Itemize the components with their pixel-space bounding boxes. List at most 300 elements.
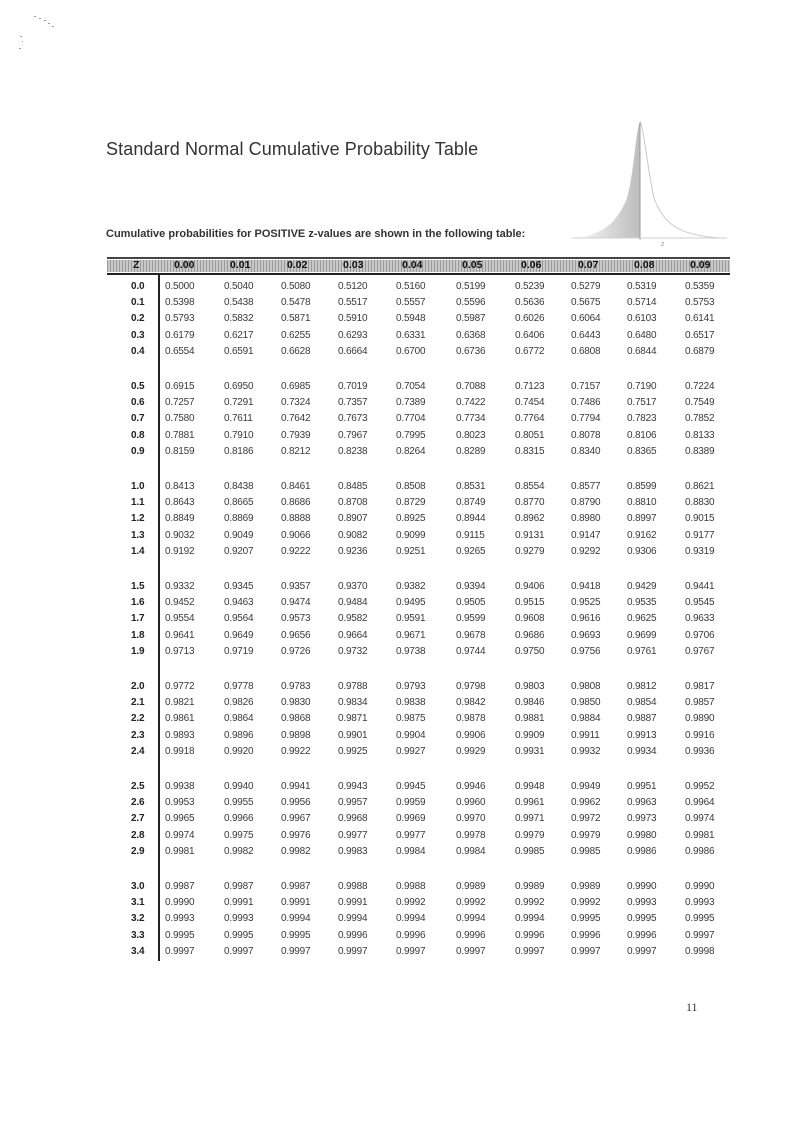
page-number: 11 [686, 1000, 698, 1014]
probability-cell: 0.5120 [338, 281, 368, 292]
probability-cell: 0.9332 [165, 581, 195, 592]
probability-cell: 0.7517 [627, 397, 657, 409]
table-row [107, 497, 730, 511]
probability-cell: 0.9981 [685, 829, 715, 841]
probability-cell: 0.9989 [456, 881, 486, 892]
probability-cell: 0.9535 [627, 597, 657, 609]
probability-cell: 0.9817 [685, 681, 715, 692]
probability-cell: 0.9991 [281, 897, 311, 909]
table-row [107, 713, 730, 727]
table-row [107, 613, 730, 627]
probability-cell: 0.9495 [396, 597, 426, 609]
probability-cell: 0.9864 [224, 713, 254, 725]
probability-cell: 0.9830 [281, 697, 311, 709]
probability-cell: 0.9985 [515, 845, 545, 857]
probability-cell: 0.8790 [571, 497, 601, 509]
probability-cell: 0.9887 [627, 713, 657, 725]
probability-cell: 0.6103 [627, 313, 657, 325]
probability-cell: 0.9968 [338, 813, 368, 825]
probability-cell: 0.9032 [165, 529, 195, 541]
probability-cell: 0.9265 [456, 545, 486, 557]
probability-cell: 0.9192 [165, 545, 195, 557]
probability-cell: 0.9599 [456, 613, 486, 625]
probability-cell: 0.9943 [338, 781, 368, 792]
table-row [107, 413, 730, 427]
probability-cell: 0.9963 [627, 797, 657, 809]
probability-cell: 0.6808 [571, 345, 601, 357]
probability-cell: 0.8264 [396, 445, 426, 457]
z-value: 1.6 [131, 597, 145, 609]
probability-cell: 0.9982 [281, 845, 311, 857]
probability-cell: 0.9884 [571, 713, 601, 725]
probability-cell: 0.9744 [456, 645, 486, 657]
z-value: 3.3 [131, 929, 145, 941]
probability-cell: 0.9932 [571, 745, 601, 757]
probability-cell: 0.9162 [627, 529, 657, 541]
table-row [107, 397, 730, 411]
probability-cell: 0.6443 [571, 329, 601, 341]
probability-cell: 0.9986 [627, 845, 657, 857]
probability-cell: 0.9441 [685, 581, 715, 592]
probability-cell: 0.8531 [456, 481, 486, 492]
probability-cell: 0.5557 [396, 297, 426, 309]
probability-cell: 0.9934 [627, 745, 657, 757]
probability-cell: 0.9370 [338, 581, 368, 592]
probability-cell: 0.9913 [627, 729, 657, 741]
probability-cell: 0.9955 [224, 797, 254, 809]
probability-cell: 0.9976 [281, 829, 311, 841]
probability-cell: 0.9960 [456, 797, 486, 809]
probability-cell: 0.7291 [224, 397, 254, 409]
probability-cell: 0.9992 [456, 897, 486, 909]
probability-cell: 0.9987 [224, 881, 254, 892]
probability-cell: 0.9131 [515, 529, 545, 541]
probability-cell: 0.8315 [515, 445, 545, 457]
probability-cell: 0.7881 [165, 429, 195, 441]
probability-cell: 0.7939 [281, 429, 311, 441]
probability-cell: 0.9925 [338, 745, 368, 757]
probability-cell: 0.9979 [515, 829, 545, 841]
probability-cell: 0.9949 [571, 781, 601, 792]
probability-cell: 0.9850 [571, 697, 601, 709]
table-row [107, 297, 730, 311]
column-header: 0.07 [578, 259, 599, 271]
probability-cell: 0.7157 [571, 381, 601, 392]
column-header: 0.01 [230, 259, 251, 271]
probability-cell: 0.8810 [627, 497, 657, 509]
table-row [107, 530, 730, 544]
z-value: 0.2 [131, 313, 145, 325]
probability-cell: 0.9788 [338, 681, 368, 692]
table-row [107, 846, 730, 860]
probability-cell: 0.7224 [685, 381, 715, 392]
table-row [107, 946, 730, 960]
probability-cell: 0.9641 [165, 629, 195, 641]
z-value: 2.1 [131, 697, 145, 709]
probability-cell: 0.9959 [396, 797, 426, 809]
column-header: 0.03 [343, 259, 364, 271]
probability-cell: 0.9995 [281, 929, 311, 941]
probability-cell: 0.8925 [396, 513, 426, 525]
probability-cell: 0.9625 [627, 613, 657, 625]
probability-cell: 0.9772 [165, 681, 195, 692]
probability-cell: 0.9986 [685, 845, 715, 857]
probability-cell: 0.9292 [571, 545, 601, 557]
probability-cell: 0.7642 [281, 413, 311, 425]
probability-cell: 0.8869 [224, 513, 254, 525]
probability-cell: 0.8389 [685, 445, 715, 457]
probability-cell: 0.9998 [685, 945, 715, 957]
z-value: 1.8 [131, 629, 145, 641]
table-row [107, 513, 730, 527]
table-row [107, 581, 730, 595]
probability-cell: 0.9997 [165, 945, 195, 957]
probability-cell: 0.9990 [627, 881, 657, 892]
probability-cell: 0.8508 [396, 481, 426, 492]
probability-cell: 0.9997 [627, 945, 657, 957]
probability-cell: 0.9357 [281, 581, 311, 592]
probability-cell: 0.9974 [165, 829, 195, 841]
probability-cell: 0.9940 [224, 781, 254, 792]
probability-cell: 0.9984 [396, 845, 426, 857]
probability-cell: 0.9962 [571, 797, 601, 809]
z-value: 2.2 [131, 713, 145, 725]
probability-cell: 0.6772 [515, 345, 545, 357]
probability-cell: 0.9857 [685, 697, 715, 709]
probability-cell: 0.9975 [224, 829, 254, 841]
probability-cell: 0.6141 [685, 313, 715, 325]
probability-cell: 0.9991 [224, 897, 254, 909]
probability-cell: 0.8665 [224, 497, 254, 509]
probability-cell: 0.9987 [281, 881, 311, 892]
probability-cell: 0.8729 [396, 497, 426, 509]
probability-cell: 0.9846 [515, 697, 545, 709]
probability-cell: 0.9995 [224, 929, 254, 941]
table-header-row [107, 260, 730, 272]
table-row [107, 797, 730, 811]
probability-cell: 0.9979 [571, 829, 601, 841]
probability-cell: 0.9881 [515, 713, 545, 725]
probability-cell: 0.9945 [396, 781, 426, 792]
probability-cell: 0.9909 [515, 729, 545, 741]
table-row [107, 881, 730, 895]
z-value: 0.1 [131, 297, 145, 309]
probability-cell: 0.6844 [627, 345, 657, 357]
z-value: 0.8 [131, 429, 145, 441]
probability-cell: 0.9966 [224, 813, 254, 825]
probability-cell: 0.9406 [515, 581, 545, 592]
probability-cell: 0.8599 [627, 481, 657, 492]
table-row [107, 897, 730, 911]
probability-cell: 0.9699 [627, 629, 657, 641]
probability-cell: 0.9927 [396, 745, 426, 757]
z-value: 0.9 [131, 445, 145, 457]
probability-cell: 0.6736 [456, 345, 486, 357]
probability-cell: 0.9997 [515, 945, 545, 957]
probability-cell: 0.9319 [685, 545, 715, 557]
probability-cell: 0.9938 [165, 781, 195, 792]
probability-cell: 0.6664 [338, 345, 368, 357]
table-row [107, 481, 730, 495]
probability-cell: 0.9989 [571, 881, 601, 892]
probability-cell: 0.7357 [338, 397, 368, 409]
probability-cell: 0.9767 [685, 645, 715, 657]
probability-cell: 0.9452 [165, 597, 195, 609]
probability-cell: 0.9952 [685, 781, 715, 792]
z-value: 3.2 [131, 913, 145, 925]
probability-cell: 0.9996 [515, 929, 545, 941]
probability-cell: 0.6368 [456, 329, 486, 341]
probability-cell: 0.8078 [571, 429, 601, 441]
probability-cell: 0.9418 [571, 581, 601, 592]
probability-cell: 0.9995 [165, 929, 195, 941]
probability-cell: 0.9633 [685, 613, 715, 625]
probability-cell: 0.8186 [224, 445, 254, 457]
probability-cell: 0.6700 [396, 345, 426, 357]
probability-cell: 0.9995 [627, 913, 657, 925]
probability-cell: 0.6950 [224, 381, 254, 392]
probability-cell: 0.9719 [224, 645, 254, 657]
probability-cell: 0.9920 [224, 745, 254, 757]
probability-cell: 0.9911 [571, 729, 600, 741]
probability-cell: 0.7704 [396, 413, 426, 425]
probability-cell: 0.9306 [627, 545, 657, 557]
probability-cell: 0.9279 [515, 545, 545, 557]
table-header-rule [107, 273, 730, 275]
column-header: 0.04 [402, 259, 423, 271]
column-header: 0.06 [521, 259, 542, 271]
probability-cell: 0.9990 [165, 897, 195, 909]
probability-cell: 0.9984 [456, 845, 486, 857]
probability-cell: 0.7422 [456, 397, 486, 409]
probability-cell: 0.8980 [571, 513, 601, 525]
probability-cell: 0.9906 [456, 729, 486, 741]
probability-cell: 0.9838 [396, 697, 426, 709]
z-value: 2.5 [131, 781, 145, 792]
table-row [107, 346, 730, 360]
probability-cell: 0.7611 [224, 413, 253, 425]
probability-cell: 0.9994 [338, 913, 368, 925]
probability-cell: 0.9904 [396, 729, 426, 741]
probability-cell: 0.9965 [165, 813, 195, 825]
probability-cell: 0.8888 [281, 513, 311, 525]
probability-cell: 0.9177 [685, 529, 715, 541]
column-header: 0.00 [174, 259, 195, 271]
z-value: 1.9 [131, 645, 145, 657]
probability-cell: 0.5040 [224, 281, 254, 292]
probability-cell: 0.9992 [571, 897, 601, 909]
probability-cell: 0.5517 [338, 297, 368, 309]
probability-cell: 0.9808 [571, 681, 601, 692]
probability-cell: 0.9898 [281, 729, 311, 741]
probability-cell: 0.9066 [281, 529, 311, 541]
probability-cell: 0.9591 [396, 613, 426, 625]
probability-cell: 0.9761 [627, 645, 657, 657]
probability-cell: 0.9918 [165, 745, 195, 757]
probability-cell: 0.9803 [515, 681, 545, 692]
probability-cell: 0.9948 [515, 781, 545, 792]
probability-cell: 0.9929 [456, 745, 486, 757]
probability-cell: 0.8159 [165, 445, 195, 457]
probability-cell: 0.9996 [571, 929, 601, 941]
z-value: 3.1 [131, 897, 145, 909]
z-value: 0.5 [131, 381, 145, 392]
z-value: 1.7 [131, 613, 145, 625]
probability-cell: 0.9996 [396, 929, 426, 941]
probability-cell: 0.9878 [456, 713, 486, 725]
probability-cell: 0.9861 [165, 713, 195, 725]
probability-cell: 0.9997 [224, 945, 254, 957]
probability-cell: 0.9890 [685, 713, 715, 725]
probability-cell: 0.8238 [338, 445, 368, 457]
probability-cell: 0.9993 [627, 897, 657, 909]
z-value: 2.0 [131, 681, 145, 692]
table-row [107, 681, 730, 695]
table-row [107, 630, 730, 644]
probability-cell: 0.9732 [338, 645, 368, 657]
probability-cell: 0.6517 [685, 329, 715, 341]
probability-cell: 0.9868 [281, 713, 311, 725]
probability-cell: 0.9826 [224, 697, 254, 709]
probability-cell: 0.9582 [338, 613, 368, 625]
probability-cell: 0.9793 [396, 681, 426, 692]
probability-cell: 0.5987 [456, 313, 486, 325]
probability-cell: 0.8133 [685, 429, 715, 441]
probability-cell: 0.8485 [338, 481, 368, 492]
probability-cell: 0.6985 [281, 381, 311, 392]
probability-cell: 0.7088 [456, 381, 486, 392]
probability-cell: 0.9099 [396, 529, 426, 541]
probability-cell: 0.9970 [456, 813, 486, 825]
probability-cell: 0.5279 [571, 281, 601, 292]
probability-cell: 0.9981 [165, 845, 195, 857]
probability-cell: 0.7673 [338, 413, 368, 425]
probability-cell: 0.9671 [396, 629, 426, 641]
probability-cell: 0.5675 [571, 297, 601, 309]
probability-cell: 0.9974 [685, 813, 715, 825]
probability-cell: 0.7967 [338, 429, 368, 441]
probability-cell: 0.8830 [685, 497, 715, 509]
probability-cell: 0.8997 [627, 513, 657, 525]
probability-cell: 0.9693 [571, 629, 601, 641]
probability-cell: 0.9505 [456, 597, 486, 609]
probability-cell: 0.9382 [396, 581, 426, 592]
scan-artifact [8, 8, 78, 58]
probability-cell: 0.9236 [338, 545, 368, 557]
probability-cell: 0.9082 [338, 529, 368, 541]
probability-cell: 0.6591 [224, 345, 254, 357]
probability-cell: 0.9834 [338, 697, 368, 709]
probability-cell: 0.9222 [281, 545, 311, 557]
probability-cell: 0.6255 [281, 329, 311, 341]
probability-cell: 0.9394 [456, 581, 486, 592]
probability-cell: 0.8461 [281, 481, 311, 492]
probability-cell: 0.9997 [396, 945, 426, 957]
probability-cell: 0.9994 [396, 913, 426, 925]
probability-cell: 0.9973 [627, 813, 657, 825]
table-row [107, 446, 730, 460]
probability-cell: 0.9994 [281, 913, 311, 925]
probability-cell: 0.7054 [396, 381, 426, 392]
probability-cell: 0.8686 [281, 497, 311, 509]
probability-cell: 0.9993 [685, 897, 715, 909]
probability-cell: 0.9525 [571, 597, 601, 609]
probability-cell: 0.9967 [281, 813, 311, 825]
probability-cell: 0.8907 [338, 513, 368, 525]
probability-cell: 0.9985 [571, 845, 601, 857]
z-value: 3.0 [131, 881, 145, 892]
probability-cell: 0.6406 [515, 329, 545, 341]
probability-cell: 0.9015 [685, 513, 715, 525]
probability-cell: 0.9997 [338, 945, 368, 957]
probability-cell: 0.9964 [685, 797, 715, 809]
table-caption: Cumulative probabilities for POSITIVE z-values are shown in the following table: [106, 228, 526, 240]
probability-cell: 0.9678 [456, 629, 486, 641]
probability-cell: 0.9922 [281, 745, 311, 757]
z-value: 2.7 [131, 813, 145, 825]
probability-cell: 0.5871 [281, 313, 311, 325]
probability-cell: 0.6293 [338, 329, 368, 341]
probability-cell: 0.9971 [515, 813, 545, 825]
table-row [107, 730, 730, 744]
probability-cell: 0.6064 [571, 313, 601, 325]
probability-cell: 0.5000 [165, 281, 195, 292]
z-value: 1.3 [131, 529, 145, 541]
table-row [107, 546, 730, 560]
probability-cell: 0.9115 [456, 529, 485, 541]
probability-cell: 0.8708 [338, 497, 368, 509]
probability-cell: 0.7794 [571, 413, 601, 425]
probability-cell: 0.5239 [515, 281, 545, 292]
z-value: 1.4 [131, 545, 145, 557]
z-value: 2.6 [131, 797, 145, 809]
z-value: 0.7 [131, 413, 145, 425]
z-value: 3.4 [131, 945, 145, 957]
probability-cell: 0.9821 [165, 697, 195, 709]
probability-cell: 0.9474 [281, 597, 311, 609]
probability-cell: 0.9936 [685, 745, 715, 757]
probability-cell: 0.9147 [571, 529, 601, 541]
probability-cell: 0.9956 [281, 797, 311, 809]
probability-cell: 0.7764 [515, 413, 545, 425]
probability-cell: 0.7389 [396, 397, 426, 409]
probability-cell: 0.9997 [456, 945, 486, 957]
probability-cell: 0.8962 [515, 513, 545, 525]
probability-cell: 0.8413 [165, 481, 195, 492]
probability-cell: 0.6554 [165, 345, 195, 357]
probability-cell: 0.9980 [627, 829, 657, 841]
table-row [107, 781, 730, 795]
probability-cell: 0.8849 [165, 513, 195, 525]
probability-cell: 0.8212 [281, 445, 311, 457]
table-row [107, 813, 730, 827]
probability-cell: 0.7823 [627, 413, 657, 425]
probability-cell: 0.9992 [396, 897, 426, 909]
probability-cell: 0.9545 [685, 597, 715, 609]
probability-cell: 0.9931 [515, 745, 545, 757]
probability-cell: 0.5832 [224, 313, 254, 325]
probability-cell: 0.9608 [515, 613, 545, 625]
z-value: 0.0 [131, 281, 145, 292]
probability-cell: 0.5398 [165, 297, 195, 309]
probability-cell: 0.9649 [224, 629, 254, 641]
page-title: Standard Normal Cumulative Probability Table [106, 139, 479, 159]
probability-cell: 0.5910 [338, 313, 368, 325]
probability-cell: 0.5793 [165, 313, 195, 325]
probability-cell: 0.9978 [456, 829, 486, 841]
probability-cell: 0.8554 [515, 481, 545, 492]
probability-cell: 0.5199 [456, 281, 486, 292]
